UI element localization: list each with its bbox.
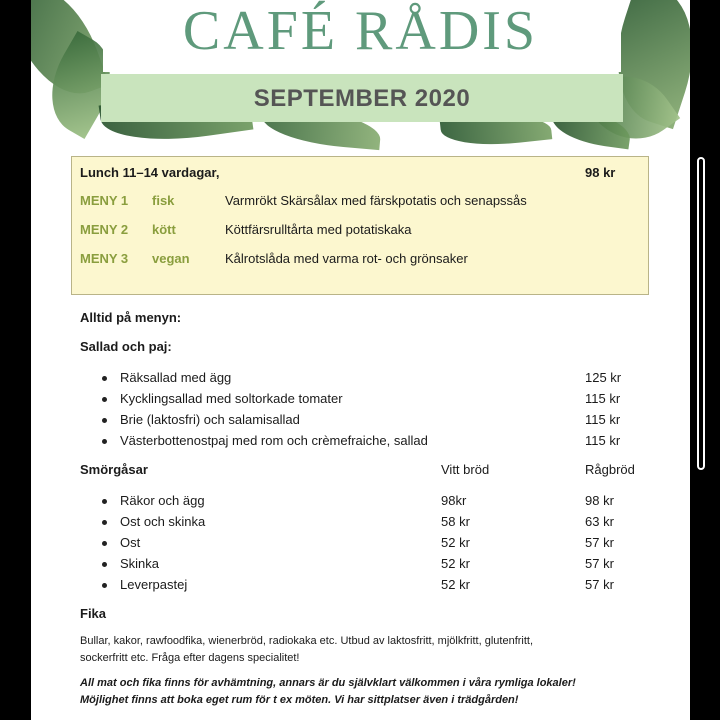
menu-dish: Köttfärsrulltårta med potatiskaka — [225, 222, 412, 237]
salad-name: Kycklingsallad med soltorkade tomater — [120, 391, 343, 406]
price-rye: 63 kr — [585, 514, 614, 529]
lunch-heading: Lunch 11–14 vardagar, — [80, 165, 220, 180]
price-rye: 57 kr — [585, 577, 614, 592]
lunch-box — [71, 156, 649, 295]
price-white: 98kr — [441, 493, 467, 508]
bullet-icon — [102, 397, 107, 402]
menu-label: MENY 1 — [80, 193, 129, 208]
menu-label: MENY 3 — [80, 251, 129, 266]
bullet-icon — [102, 418, 107, 423]
booking-note: Möjlighet finns att boka eget rum för t ex möten. Vi har sittplatser även i trädgården! — [80, 694, 519, 706]
salad-price: 125 kr — [585, 370, 622, 385]
month-banner: SEPTEMBER 2020 — [101, 74, 623, 122]
bullet-icon — [102, 583, 107, 588]
bullet-icon — [102, 562, 107, 567]
sandwich-name: Leverpastej — [120, 577, 188, 592]
scrollbar[interactable] — [697, 157, 705, 470]
price-rye: 57 kr — [585, 535, 614, 550]
salad-price: 115 kr — [585, 433, 621, 448]
menu-category: fisk — [152, 193, 175, 208]
always-heading: Alltid på menyn: — [80, 310, 182, 325]
fika-text-line1: Bullar, kakor, rawfoodfika, wienerbröd, radiokaka etc. Utbud av laktosfritt, mjölkfritt, glutenfritt, — [80, 635, 534, 647]
salad-name: Räksallad med ägg — [120, 370, 232, 385]
sandwich-heading: Smörgåsar — [80, 462, 148, 477]
salad-price: 115 kr — [585, 412, 621, 427]
price-white: 58 kr — [441, 514, 470, 529]
fika-heading: Fika — [80, 606, 107, 621]
menu-page — [31, 0, 690, 720]
fika-text-line2: sockerfritt etc. Fråga efter dagens specialitet! — [80, 652, 300, 664]
lunch-price: 98 kr — [585, 165, 616, 180]
sandwich-name: Skinka — [120, 556, 160, 571]
salad-price: 115 kr — [585, 391, 621, 406]
menu-category: kött — [152, 222, 176, 237]
menu-category: vegan — [152, 251, 190, 266]
bullet-icon — [102, 499, 107, 504]
price-white: 52 kr — [441, 577, 470, 592]
bullet-icon — [102, 439, 107, 444]
sandwich-name: Ost och skinka — [120, 514, 206, 529]
bullet-icon — [102, 520, 107, 525]
bullet-icon — [102, 376, 107, 381]
column-header-white: Vitt bröd — [441, 462, 490, 477]
salad-name: Brie (laktosfri) och salamisallad — [120, 412, 300, 427]
salad-name: Västerbottenostpaj med rom och crèmefraiche, sallad — [120, 433, 428, 448]
menu-label: MENY 2 — [80, 222, 129, 237]
price-white: 52 kr — [441, 556, 470, 571]
bullet-icon — [102, 541, 107, 546]
salad-heading: Sallad och paj: — [80, 339, 172, 354]
cafe-title: CAFÉ RÅDIS — [182, 0, 539, 62]
sandwich-name: Ost — [120, 535, 141, 550]
column-header-rye: Rågbröd — [585, 462, 635, 477]
menu-dish: Varmrökt Skärsålax med färskpotatis och senapssås — [225, 193, 527, 208]
price-rye: 98 kr — [585, 493, 614, 508]
takeaway-note: All mat och fika finns för avhämtning, annars är du självklart välkommen i våra rymliga lokaler! — [80, 677, 576, 689]
price-white: 52 kr — [441, 535, 470, 550]
price-rye: 57 kr — [585, 556, 614, 571]
sandwich-name: Räkor och ägg — [120, 493, 205, 508]
menu-dish: Kålrotslåda med varma rot- och grönsaker — [225, 251, 468, 266]
